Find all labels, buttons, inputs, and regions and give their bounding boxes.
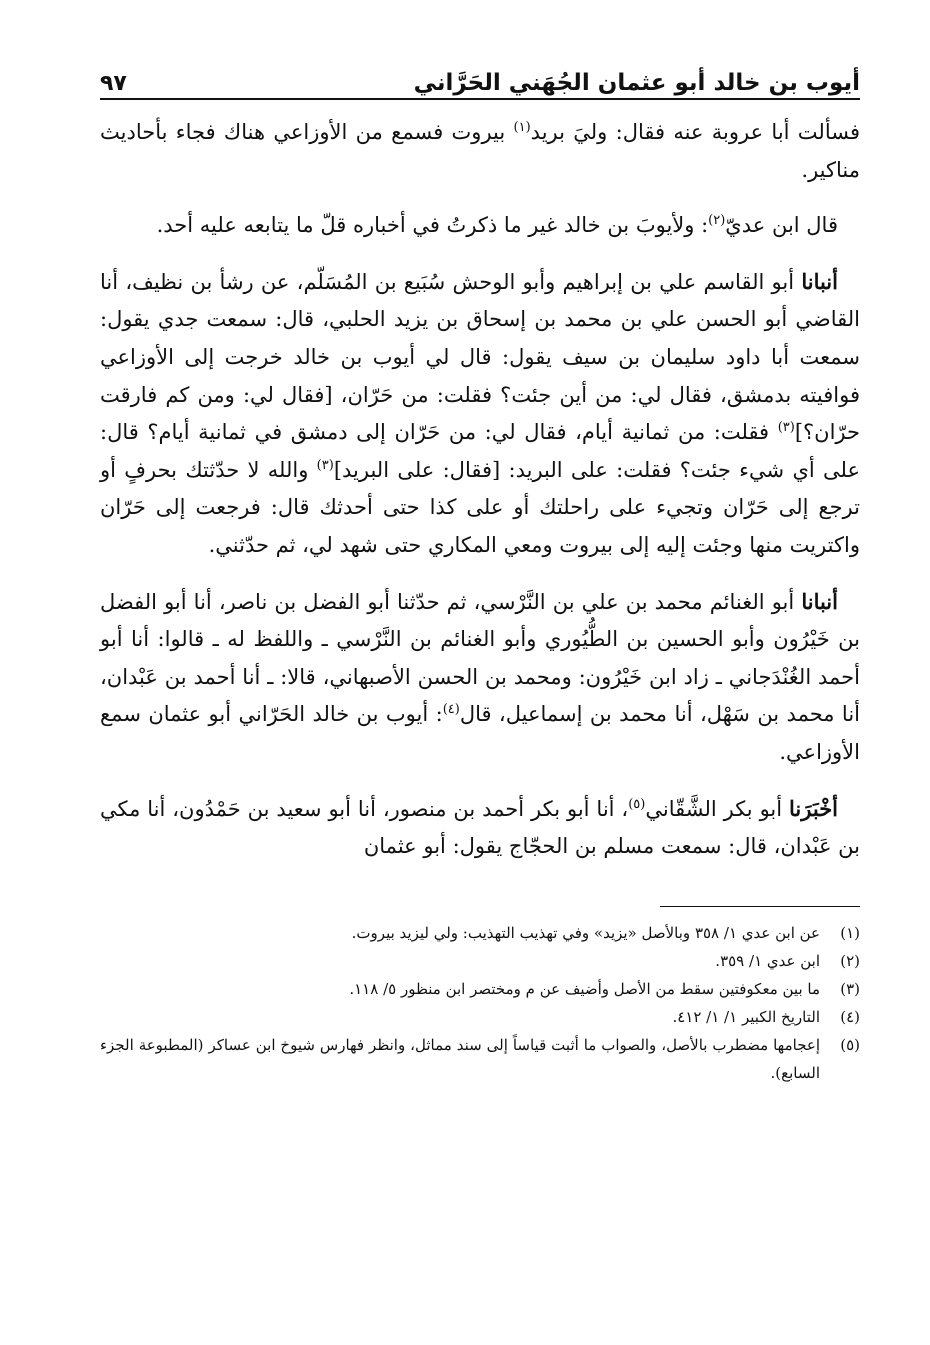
- footnote-number: (٥): [840, 1035, 860, 1054]
- paragraph-text: : ولأيوبَ بن خالد غير ما ذكرتُ في أخباره قلّ ما يتابعه عليه أحد.: [156, 213, 709, 238]
- footnote-text: إعجامها مضطرب بالأصل، والصواب ما أثبت قياساً إلى سند مماثل، وانظر فهارس شيوخ ابن عساكر (المطبوعة الجزء السابع).: [100, 1035, 820, 1082]
- footnote-marker: (٢): [708, 213, 726, 229]
- paragraph-text: ، أنا أبو بكر أحمد بن منصور، أنا أبو سعيد بن حَمْدُون، أنا مكي بن عَبْدان، قال: سمعت مسلم بن الحجّاج يقول: أبو عثمان: [100, 796, 860, 859]
- paragraph: [100, 114, 860, 189]
- paragraph-text: أبو الغنائم محمد بن علي بن النَّرْسي، ثم حدّثنا أبو الفضل بن ناصر، أنا أبو الفضل بن خَيْرُون وأبو الحسين بن الطُّيُوري وأبو الغنائم بن النَّرْسي ـ واللفظ له ـ قالوا: أنا أبو أحمد الغُنْدَجاني ـ زاد ابن خَيْرُون: ومحمد بن الحسن الأصبهاني، قالا: ـ أنا أحمد بن عَبْدان، أنا محمد بن سَهْل، أنا محمد بن إسماعيل، قال: [100, 589, 861, 727]
- footnote: [100, 947, 860, 975]
- paragraph-text: : أيوب بن خالد الحَرّاني أبو عثمان سمع الأوزاعي.: [100, 702, 860, 764]
- page-header: [100, 50, 860, 100]
- footnote-separator-wrap: [100, 884, 860, 919]
- footnote-marker: (٣): [316, 457, 334, 473]
- footnote: [100, 1031, 860, 1087]
- isnad-keyword: أنبانا: [801, 268, 838, 294]
- paragraph-text: بيروت فسمع من الأوزاعي هناك فجاء بأحاديث مناكير.: [100, 120, 860, 182]
- footnote-number: (٢): [840, 951, 860, 970]
- paragraph-text: أبو القاسم علي بن إبراهيم وأبو الوحش سُبَيع بن المُسَلّم، عن رشأ بن نظيف، أنا القاضي أبو الحسن علي بن محمد بن إسحاق بن يزيد الحلبي، قال: سمعت جدي يقول: سمعت أبا داود سليمان بن سيف يقول: قال لي أيوب بن خالد خرجت إلى الأوزاعي فوافيته بدمشق، فقال لي: من أين جئت؟ فقلت: من حَرّان، [فقال لي: ومن كم فارقت حرّان؟]: [100, 269, 860, 445]
- footnote-text: التاريخ الكبير ١/ ١/ ٤١٢.: [672, 1007, 820, 1026]
- footnote-marker: (٤): [442, 702, 460, 718]
- footnote-number: (٤): [840, 1007, 860, 1026]
- running-title: أيوب بن خالد أبو عثمان الجُهَني الحَرَّاني: [413, 70, 860, 96]
- footnote-separator: [660, 906, 860, 907]
- paragraph-text: والله لا حدّثتك بحرفٍ أو ترجع إلى حَرّان وتجيء على راحلتك أو على كذا حتى أحدثك قال: فرجعت إلى حَرّان واكتريت منها وجئت إليه إلى بيروت ومعي المكاري حتى شهد لي، ثم حدّثني.: [100, 457, 860, 557]
- footnote-marker: (٣): [777, 420, 795, 436]
- main-text: [100, 114, 860, 866]
- paragraph: [100, 583, 860, 772]
- paragraph: [100, 207, 860, 245]
- isnad-keyword: أخْبَرَنا: [789, 795, 839, 821]
- footnote: [100, 975, 860, 1003]
- footnote-number: (٣): [840, 979, 860, 998]
- isnad-keyword: أنبانا: [801, 588, 838, 614]
- book-page: [100, 50, 860, 1087]
- footnote-marker: (١): [513, 120, 531, 135]
- footnote: [100, 919, 860, 947]
- footnote: [100, 1003, 860, 1031]
- page-number: ٩٧: [100, 71, 127, 96]
- footnote-text: ابن عدي ١/ ٣٥٩.: [715, 951, 820, 970]
- footnote-number: (١): [840, 923, 860, 942]
- footnote-text: عن ابن عدي ١/ ٣٥٨ وبالأصل «يزيد» وفي تهذيب التهذيب: ولي ليزيد بيروت.: [351, 923, 820, 942]
- footnotes: [100, 919, 860, 1087]
- paragraph: [100, 790, 860, 866]
- footnote-marker: (٥): [628, 796, 646, 812]
- footnote-text: ما بين معكوفتين سقط من الأصل وأضيف عن م ومختصر ابن منظور ٥/ ١١٨.: [349, 979, 820, 998]
- paragraph-text: قال ابن عديّ: [725, 213, 838, 238]
- paragraph-text: فقلت: من ثمانية أيام، فقال لي: من حَرّان إلى دمشق في ثمانية أيام؟ قال: على أي شيء جئت؟ فقلت: على البريد: [فقال: على البريد]: [100, 420, 860, 482]
- paragraph-text: أبو بكر الشَّقّاني: [645, 796, 790, 821]
- paragraph-text: فسألت أبا عروبة عنه فقال: وليَ بريد: [530, 120, 860, 144]
- paragraph: [100, 263, 860, 565]
